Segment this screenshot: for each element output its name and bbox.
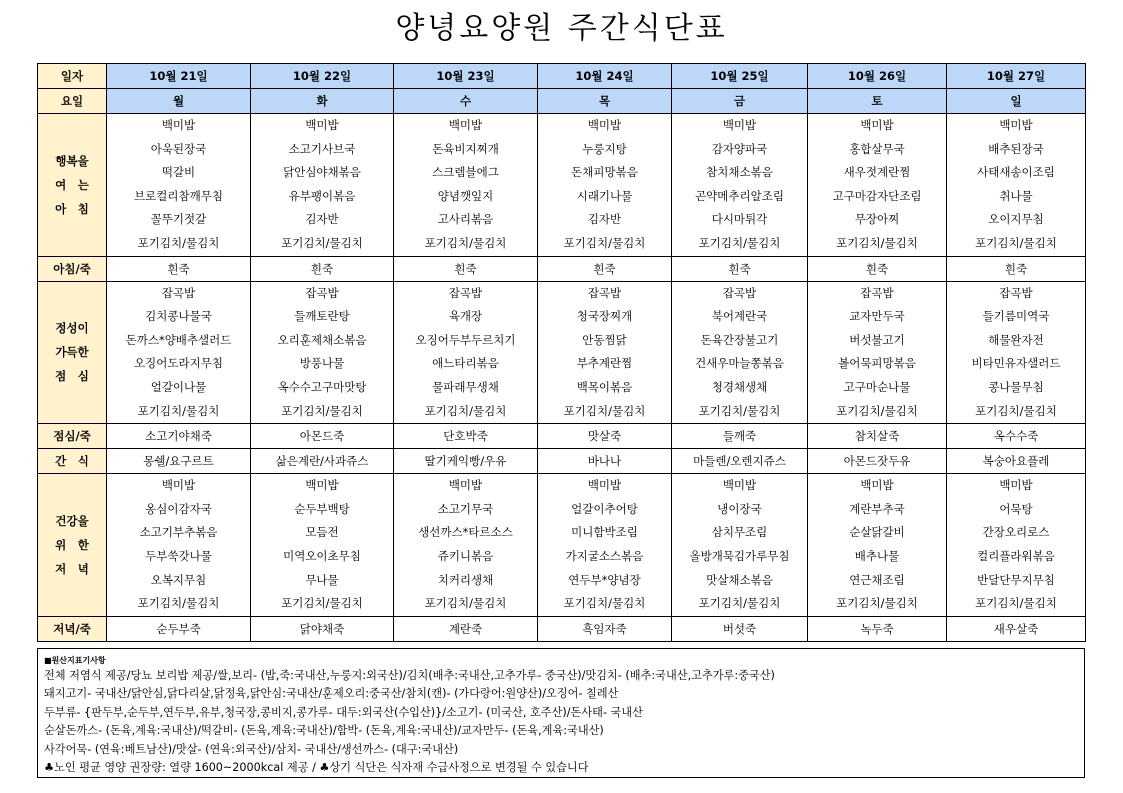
menu-item: 버섯불고기 [849,332,905,347]
porridge-row [38,449,1086,474]
menu-item: 아몬드죽 [251,424,394,449]
menu-item: 포기김치/물김치 [836,235,918,250]
menu-item: 김자반 [305,212,339,227]
menu-item: 올방개묵김가루무침 [689,548,790,563]
menu-item: 백미밥 [305,118,339,132]
menu-item: 닭안심야채볶음 [283,165,361,180]
menu-item: 백미밥 [860,478,894,493]
meal-label: 아침/죽 [38,256,107,281]
menu-item: 방풍나물 [299,356,345,371]
menu-item: 들깨토란탕 [294,309,350,324]
menu-item: 백미밥 [448,478,483,493]
page-title: 양녕요양원 주간식단표 [395,11,728,46]
day-cell: 목 [538,89,672,114]
menu-item: 미역오이초무침 [283,548,361,563]
menu-item: 잡곡밥 [161,285,196,300]
meal-label: 점심/죽 [38,424,107,449]
menu-item: 옥수수고구마맛탕 [277,379,367,394]
menu-item: 미니함박조림 [571,525,638,540]
menu-item: 안동찜닭 [582,332,627,347]
meal-row [38,474,1086,617]
notes-line: 사각어묵- (연육:베트남산)/맛살- (연육:외국산)/삼치- 국내산/생선까스- (대구:국내산) [44,742,459,756]
menu-item: 김치콩나물국 [145,309,212,324]
menu-item: 가지굴소스볶음 [565,548,644,563]
notes-line: ♣노인 평균 영양 권장량: 열량 1600~2000kcal 제공 / ♣상기 식단은 식자재 수급사정으로 변경될 수 있습니다 [44,761,589,775]
notes-line: 두부류- {판두부,순두부,연두부,유부,청국장,콩비지,콩가루- 대두:외국산(수입산)}/소고기- (미국산, 호주산)/돈사태- 국내산 [44,705,643,719]
menu-item: 브로컬리참깨무침 [134,188,223,203]
meal-cell [672,281,808,424]
menu-item: 고구마감자단조림 [832,188,922,203]
menu-item: 유부팽이볶음 [288,188,356,203]
menu-item: 배추나물 [854,548,900,563]
date-cell: 10월 23일 [394,64,538,89]
menu-item: 딸기케익빵/우유 [394,449,538,474]
menu-item: 생선까스*타르소스 [418,525,513,540]
menu-item: 부추계란찜 [576,356,633,371]
meal-label: 건강을 위 한 저 녁 [38,474,107,617]
menu-item: 감자양파국 [711,141,768,156]
date-cell: 10월 26일 [808,64,947,89]
meal-row [38,114,1086,257]
menu-item: 취나물 [999,188,1033,203]
meal-cell [947,281,1086,424]
menu-item: 청경채생채 [711,379,768,394]
menu-item: 볼어묵피망볶음 [838,356,916,371]
menu-item: 백미밥 [161,478,196,493]
menu-item: 연근채조림 [849,572,905,587]
menu-item: 포기김치/물김치 [424,235,507,250]
menu-item: 북어계란국 [711,309,768,324]
menu-item: 김자반 [587,212,622,227]
menu-item: 물파래무생채 [432,379,499,394]
menu-item: 순두부죽 [107,616,251,641]
menu-item: 백목이볶음 [576,379,633,394]
menu-item: 몽쉘/요구르트 [107,449,251,474]
menu-item: 포기김치/물김치 [975,403,1057,418]
menu-item: 백미밥 [587,478,622,493]
day-cell: 월 [107,89,251,114]
porridge-row [38,616,1086,641]
menu-item: 두부쑥갓나물 [145,548,212,563]
menu-item: 오징어두부두르치기 [415,332,516,347]
menu-item: 흰죽 [394,256,538,281]
menu-item: 돈육비지찌개 [432,141,499,156]
meal-cell [251,474,394,617]
meal-cell [251,114,394,257]
menu-item: 고사리볶음 [437,212,494,227]
menu-item: 흰죽 [672,256,808,281]
origin-notes [37,648,1085,778]
notes-heading: ■원산지표기사항 [44,656,106,665]
menu-item: 컬리플라워볶음 [977,548,1055,563]
meal-cell [538,474,672,617]
menu-item: 백미밥 [305,478,339,493]
menu-item: 콩나물무침 [988,379,1044,394]
menu-item: 잡곡밥 [999,285,1033,300]
menu-item: 육개장 [448,309,483,324]
menu-item: 비타민유자샐러드 [971,356,1061,371]
menu-item: 복숭아요플레 [947,449,1086,474]
meal-cell [394,114,538,257]
menu-item: 포기김치/물김치 [424,596,507,611]
menu-item: 흑임자죽 [538,616,672,641]
menu-item: 백미밥 [587,118,622,132]
menu-item: 포기김치/물김치 [563,596,646,611]
meal-cell [808,474,947,617]
menu-item: 포기김치/물김치 [698,403,781,418]
menu-item: 포기김치/물김치 [563,403,646,418]
date-cell: 10월 21일 [107,64,251,89]
menu-item: 소고기부추볶음 [139,525,218,540]
menu-item: 잡곡밥 [860,285,894,300]
menu-item: 녹두죽 [808,616,947,641]
meal-row [38,281,1086,424]
porridge-row [38,256,1086,281]
menu-item: 참치채소볶음 [706,165,773,180]
meal-cell [107,114,251,257]
meal-cell [538,281,672,424]
meal-cell [672,474,808,617]
menu-item: 들기름미역국 [982,309,1050,324]
day-row [38,89,1086,114]
menu-item: 모듬전 [305,525,339,540]
menu-item: 흰죽 [947,256,1086,281]
menu-item: 고구마순나물 [843,379,911,394]
menu-item: 사태새송이조림 [977,165,1055,180]
menu-item: 포기김치/물김치 [281,403,363,418]
menu-item: 바나나 [538,449,672,474]
meal-cell [808,281,947,424]
menu-item: 포기김치/물김치 [698,596,781,611]
date-cell: 10월 27일 [947,64,1086,89]
menu-item: 포기김치/물김치 [975,596,1057,611]
menu-item: 곤약메추리알조림 [695,188,784,203]
day-cell: 금 [672,89,808,114]
menu-item: 무장아찌 [854,212,900,227]
menu-item: 포기김치/물김치 [281,596,363,611]
menu-item: 오징어도라지무침 [134,356,223,371]
menu-item: 돈채피망볶음 [571,165,638,180]
date-label: 일자 [38,64,107,89]
day-cell: 토 [808,89,947,114]
porridge-row [38,424,1086,449]
meal-cell [394,281,538,424]
meal-cell [538,114,672,257]
menu-item: 백미밥 [161,118,196,132]
menu-item: 흰죽 [251,256,394,281]
menu-item: 단호박죽 [394,424,538,449]
date-row [38,64,1086,89]
day-cell: 화 [251,89,394,114]
menu-item: 아몬드잣두유 [808,449,947,474]
menu-item: 계란부추국 [849,501,905,516]
menu-item: 어묵탕 [999,501,1033,516]
menu-item: 아욱된장국 [150,141,207,156]
menu-item: 소고기무국 [437,501,494,516]
menu-item: 포기김치/물김치 [563,235,646,250]
menu-item: 포기김치/물김치 [281,235,363,250]
weekly-menu-table [37,63,1086,642]
menu-item: 백미밥 [722,478,757,493]
menu-item: 흰죽 [107,256,251,281]
menu-item: 포기김치/물김치 [836,596,918,611]
menu-item: 시래기나물 [576,188,633,203]
menu-item: 삶은계란/사과쥬스 [251,449,394,474]
menu-item: 얼갈이나물 [150,379,207,394]
meal-cell [394,474,538,617]
menu-item: 오리훈제채소볶음 [277,332,367,347]
menu-item: 다시마튀각 [711,212,768,227]
menu-item: 꼴뚜기젓갈 [150,212,207,227]
date-cell: 10월 25일 [672,64,808,89]
menu-item: 교자만두국 [849,309,905,324]
menu-item: 옥수수죽 [947,424,1086,449]
menu-item: 삼치무조림 [711,525,768,540]
menu-item: 순두부백탕 [294,501,350,516]
menu-item: 잡곡밥 [722,285,757,300]
meal-cell [251,281,394,424]
menu-item: 포기김치/물김치 [137,235,220,250]
menu-item: 건새우마늘쫑볶음 [695,356,784,371]
menu-item: 백미밥 [722,118,757,132]
menu-item: 닭야채죽 [251,616,394,641]
notes-line: 돼지고기- 국내산/닭안심,닭다리살,닭정육,닭안심:국내산/훈제오리:중국산/참치(캔)- (가다랑어:원양산)/오징어- 칠레산 [44,687,619,701]
menu-item: 오이지무침 [988,212,1044,227]
menu-item: 참치살죽 [808,424,947,449]
menu-item: 소고기야채죽 [107,424,251,449]
menu-item: 애느타리볶음 [432,356,499,371]
menu-item: 양념깻잎지 [437,188,494,203]
menu-item: 맛살죽 [538,424,672,449]
meal-cell [947,474,1086,617]
menu-item: 포기김치/물김치 [975,235,1057,250]
menu-item: 포기김치/물김치 [698,235,781,250]
menu-item: 잡곡밥 [305,285,339,300]
menu-item: 스크렘블에그 [432,165,499,180]
menu-item: 들깨죽 [672,424,808,449]
menu-item: 옹심이감자국 [145,501,212,516]
menu-item: 버섯죽 [672,616,808,641]
meal-cell [947,114,1086,257]
menu-item: 계란죽 [394,616,538,641]
date-cell: 10월 24일 [538,64,672,89]
day-cell: 수 [394,89,538,114]
menu-item: 떡갈비 [161,165,196,180]
notes-line: 순살돈까스- (돈육,계육:국내산)/떡갈비- (돈육,계육:국내산)/함박- (돈육,계육:국내산)/교자만두- (돈육,계육:국내산) [44,724,604,738]
menu-item: 새우젓계란찜 [843,165,911,180]
menu-item: 마들렌/오렌지쥬스 [672,449,808,474]
menu-item: 돈육간장불고기 [700,332,779,347]
menu-item: 흰죽 [538,256,672,281]
menu-item: 순살닭갈비 [849,525,905,540]
menu-item: 맛살채소볶음 [706,572,773,587]
menu-item: 포기김치/물김치 [137,596,220,611]
menu-item: 쥬키니볶음 [437,548,494,563]
menu-item: 소고기사브국 [288,141,356,156]
menu-item: 연두부*양념장 [568,572,641,587]
menu-item: 얼갈이추어탕 [571,501,638,516]
meal-label: 간 식 [38,449,107,474]
menu-item: 새우살죽 [947,616,1086,641]
menu-item: 잡곡밥 [587,285,622,300]
meal-cell [107,281,251,424]
menu-item: 오복지무침 [150,572,207,587]
menu-item: 치커리생채 [437,572,494,587]
meal-cell [107,474,251,617]
notes-line: 전체 저염식 제공/당뇨 보리밥 제공/쌀,보리- (밥,죽:국내산,누룽지:외국산)/김치(배추:국내산,고추가루- 중국산)/맛김치- (배추:국내산,고추가루:중국산) [44,669,775,682]
menu-item: 청국장찌개 [576,309,633,324]
meal-label: 정성이 가득한 점 심 [38,281,107,424]
menu-item: 백미밥 [448,118,483,132]
menu-item: 간장오리로스 [982,525,1050,540]
meal-label: 저녁/죽 [38,616,107,641]
menu-item: 잡곡밥 [448,285,483,300]
menu-item: 누룽지탕 [582,141,627,156]
menu-item: 해물완자전 [988,332,1044,347]
meal-label: 행복을 여 는 아 침 [38,114,107,257]
meal-cell [672,114,808,257]
menu-item: 돈까스*양배추샐러드 [125,332,232,347]
menu-item: 배추된장국 [988,141,1044,156]
menu-item: 포기김치/물김치 [424,403,507,418]
menu-item: 백미밥 [999,118,1033,132]
menu-item: 포기김치/물김치 [137,403,220,418]
meal-cell [808,114,947,257]
menu-item: 냉이장국 [717,501,762,516]
menu-item: 무나물 [305,572,339,587]
menu-item: 반달단무지무침 [977,572,1055,587]
menu-item: 백미밥 [860,118,894,132]
day-cell: 일 [947,89,1086,114]
menu-item: 홍합살무국 [849,141,905,156]
menu-item: 흰죽 [808,256,947,281]
menu-item: 포기김치/물김치 [836,403,918,418]
menu-item: 백미밥 [999,478,1033,493]
day-label: 요일 [38,89,107,114]
date-cell: 10월 22일 [251,64,394,89]
